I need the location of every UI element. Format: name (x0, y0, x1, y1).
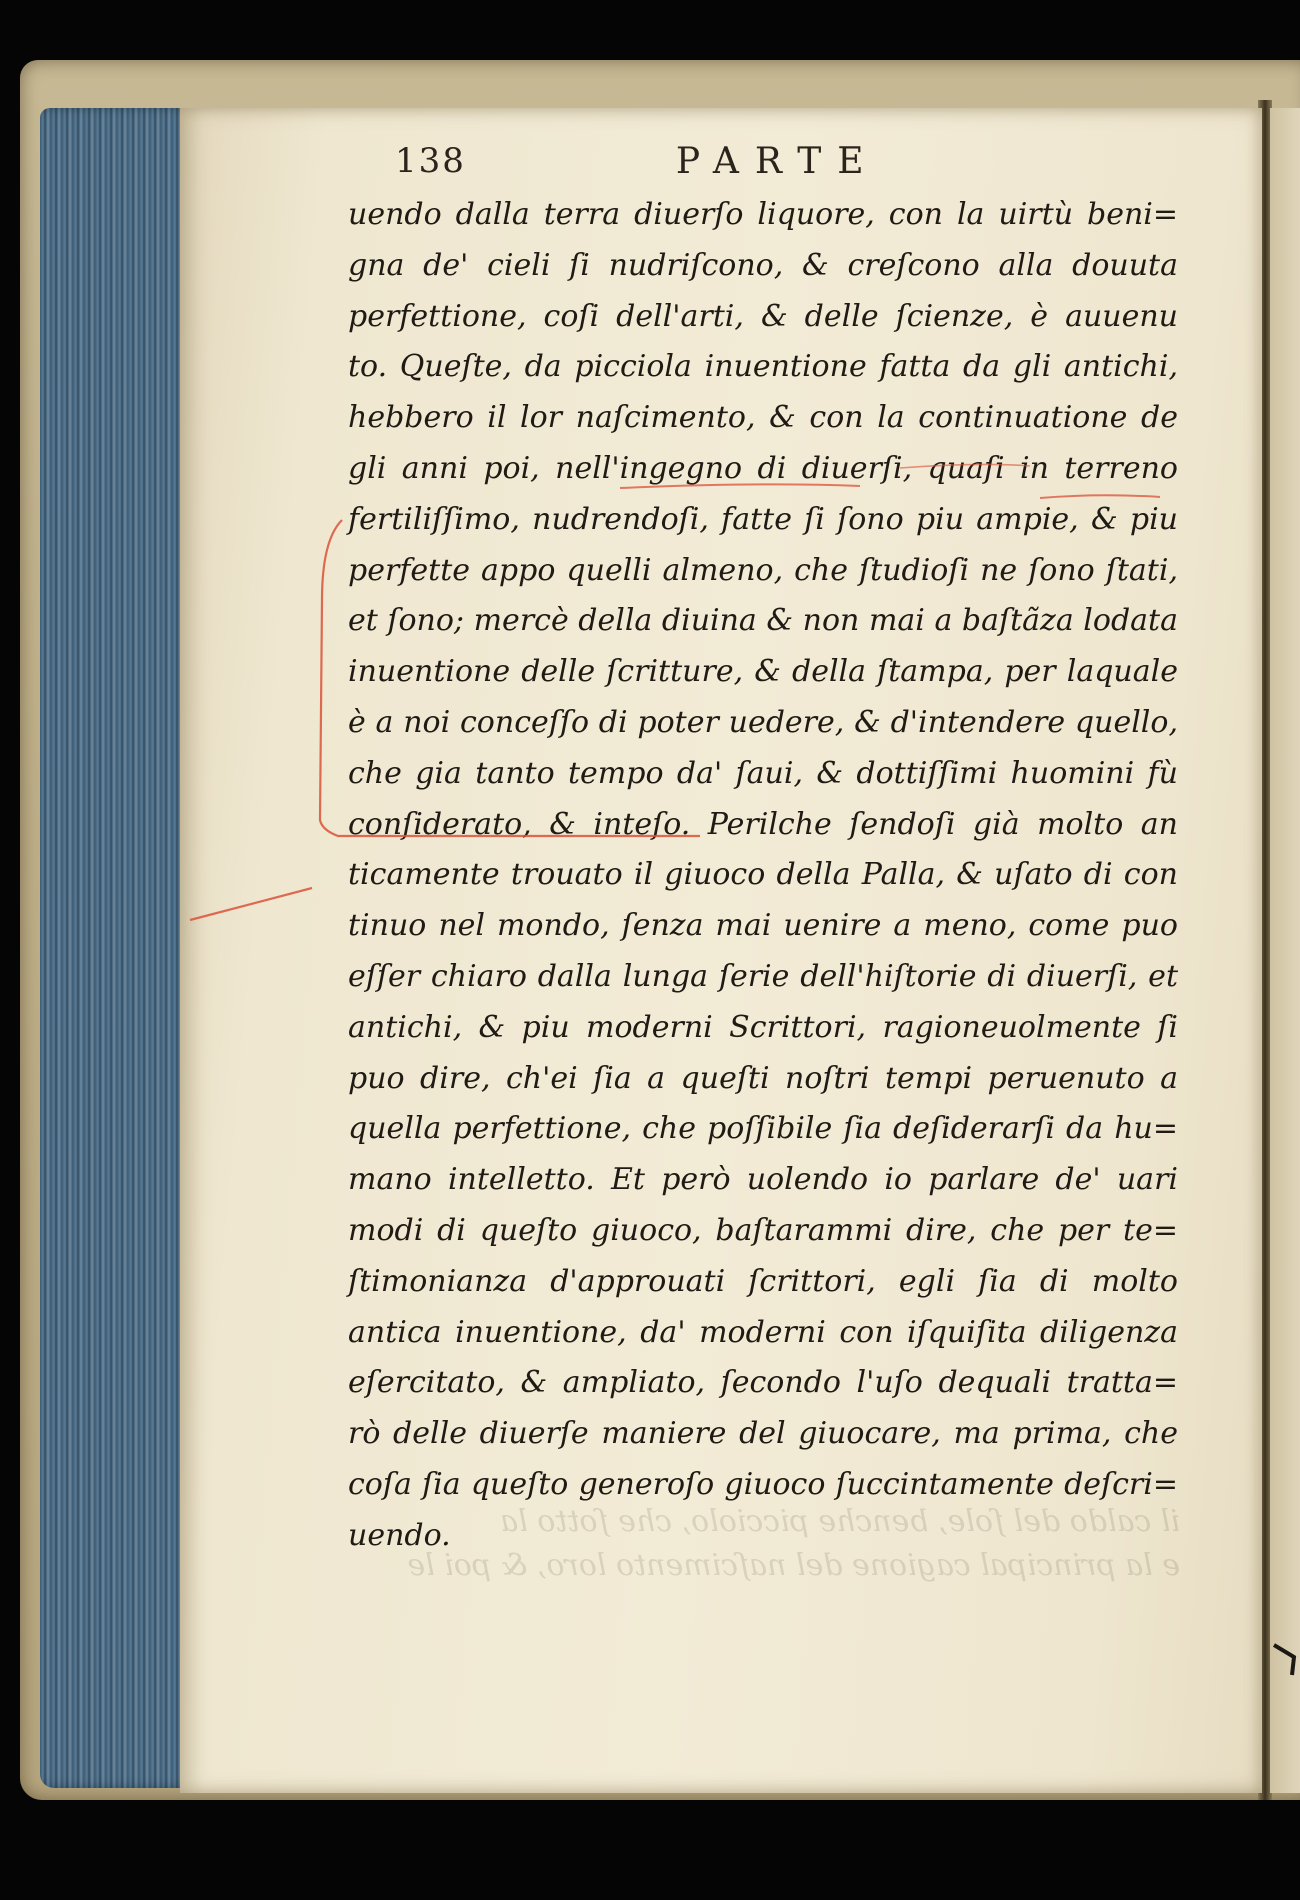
text-line: eſercitato, & ampliato, ſecondo l'uſo dequali tratta= (348, 1365, 1178, 1401)
body-text (348, 190, 1178, 1562)
facing-page-mark (1266, 1395, 1300, 1695)
text-line: modi di queſto giuoco, baſtarammi dire, che per te= (348, 1212, 1178, 1248)
show-through-line: il caldo del ſole, benche picciolo, che ſotto la (500, 1504, 1180, 1539)
running-head (395, 138, 955, 184)
text-line: antica inuentione, da' moderni con iſquiſita diligenza (348, 1314, 1178, 1350)
text-line: quella perfettione, che poſſibile ſia deſiderarſi da hu= (348, 1111, 1178, 1147)
text-line: mano intelletto. Et però uolendo io parlare de' uari (348, 1162, 1178, 1198)
text-line: coſa ſia queſto generoſo giuoco ſuccintamente deſcri= (348, 1466, 1178, 1502)
text-line: inuentione delle ſcritture, & della ſtampa, per laquale (348, 654, 1178, 690)
text-line: gna de' cieli ſi nudriſcono, & creſcono alla douuta (348, 247, 1178, 283)
text-line: è a noi conceſſo di poter uedere, & d'intendere quello, (348, 704, 1178, 740)
text-line: antichi, & piu moderni Scrittori, ragioneuolmente ſi (348, 1009, 1178, 1045)
text-line: gli anni poi, nell'ingegno di diuerſi, quaſi in terreno (348, 450, 1178, 486)
text-line: che gia tanto tempo da' ſaui, & dottiſſimi huomini fù (348, 755, 1178, 791)
text-line: puo dire, ch'ei ſia a queſti noſtri tempi peruenuto a (348, 1060, 1178, 1096)
section-title: PARTE (675, 140, 880, 182)
text-line: to. Queſte, da picciola inuentione fatta da gli antichi, (348, 349, 1178, 385)
text-line: uendo dalla terra diuerſo liquore, con la uirtù beni= (348, 197, 1178, 232)
text-line: ſtimonianza d'approuati ſcrittori, egli ſia di molto (348, 1263, 1178, 1299)
text-line: uendo. (348, 1517, 451, 1553)
text-line: et ſono; mercè della diuina & non mai a baſtãza lodata (348, 603, 1178, 639)
text-line: hebbero il lor naſcimento, & con la continuatione de (348, 400, 1178, 436)
text-line: perfettione, coſi dell'arti, & delle ſcienze, è auuenu (348, 298, 1178, 334)
text-line: tinuo nel mondo, ſenza mai uenire a meno, come puo (348, 908, 1178, 944)
text-line: rò delle diuerſe maniere del giuocare, ma prima, che (348, 1416, 1178, 1452)
page-number: 138 (395, 141, 466, 181)
text-line: fertiliſſimo, nudrendoſi, fatte ſi ſono piu ampie, & piu (348, 501, 1178, 537)
text-line: ticamente trouato il giuoco della Palla, & uſato di con (348, 857, 1178, 893)
text-line: eſſer chiaro dalla lunga ſerie dell'hiſtorie di diuerſi, et (348, 958, 1178, 994)
text-line: conſiderato, & inteſo. Perilche ſendoſi già molto an (348, 806, 1178, 842)
show-through-line: e la principal cagione del naſcimento loro, & poi le (407, 1548, 1180, 1583)
text-line: perfette appo quelli almeno, che ſtudioſi ne ſono ſtati, (348, 552, 1178, 588)
